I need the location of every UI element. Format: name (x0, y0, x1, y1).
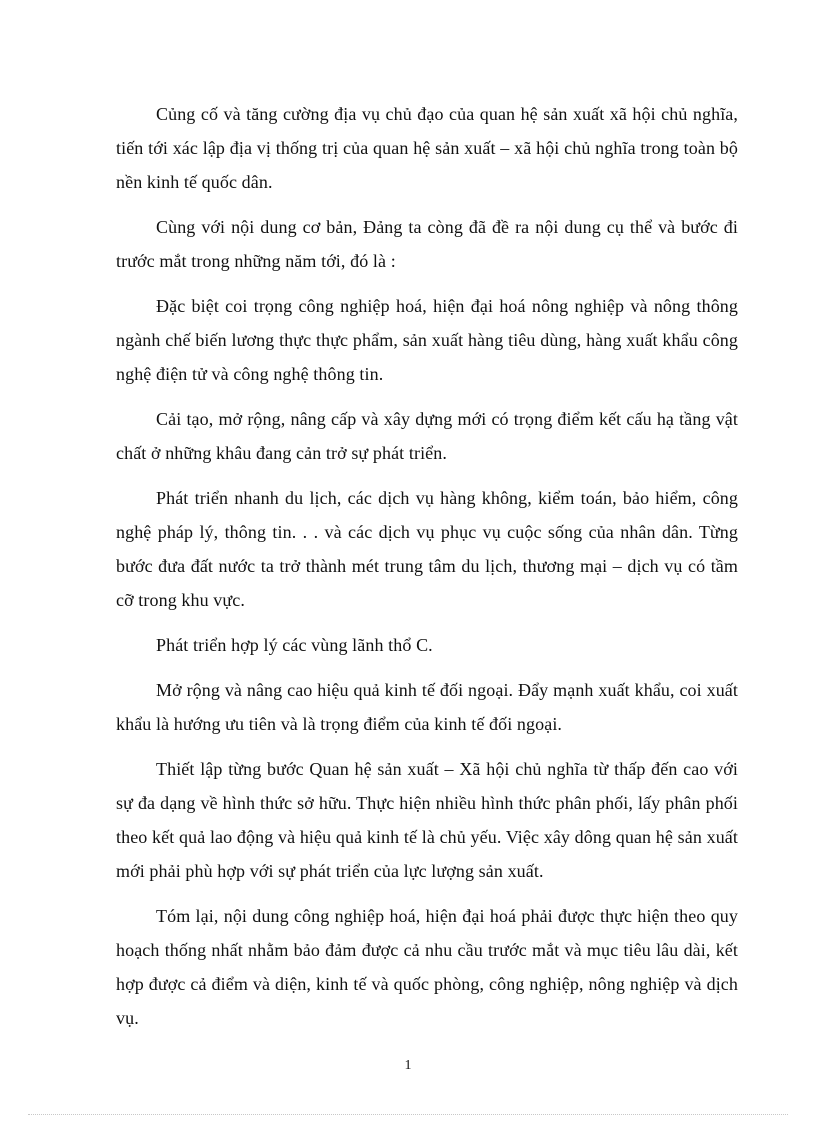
paragraph-concrete-steps: Cùng với nội dung cơ bản, Đảng ta còng đã đề ra nội dung cụ thể và bước đi trước mắt trong những năm tới, đó là : (116, 217, 738, 271)
paragraph-production-relations: Thiết lập từng bước Quan hệ sản xuất – Xã hội chủ nghĩa từ thấp đến cao với sự đa dạng về hình thức sở hữu. Thực hiện nhiều hình thức phân phối, lấy phân phối theo kết quả lao động và hiệu quả kinh tế là chủ yếu. Việc xây dông quan hệ sản xuất mới phải phù hợp với sự phát triển của lực lượng sản xuất. (116, 759, 738, 881)
paragraph-foreign-economy: Mở rộng và nâng cao hiệu quả kinh tế đối ngoại. Đẩy mạnh xuất khẩu, coi xuất khẩu là hướng ưu tiên và là trọng điểm của kinh tế đối ngoại. (116, 680, 738, 734)
paragraph-infrastructure: Cải tạo, mở rộng, nâng cấp và xây dựng mới có trọng điểm kết cấu hạ tầng vật chất ở những khâu đang cản trở sự phát triển. (116, 409, 738, 463)
paragraph-services-tourism: Phát triển nhanh du lịch, các dịch vụ hàng không, kiểm toán, bảo hiểm, công nghệ pháp lý, thông tin. . . và các dịch vụ phục vụ cuộc sống của nhân dân. Từng bước đưa đất nước ta trở thành mét trung tâm du lịch, thương mại – dịch vụ có tầm cỡ trong khu vực. (116, 488, 738, 610)
paragraph-agriculture-industrialization: Đặc biệt coi trọng công nghiệp hoá, hiện đại hoá nông nghiệp và nông thông ngành chế biến lương thực thực phẩm, sản xuất hàng tiêu dùng, hàng xuất khẩu công nghệ điện tử và công nghệ thông tin. (116, 296, 738, 384)
page-bottom-divider (28, 1114, 788, 1115)
document-body (116, 97, 738, 1035)
page-number: 1 (404, 1058, 412, 1073)
paragraph-regional-development: Phát triển hợp lý các vùng lãnh thổ C. (156, 635, 433, 655)
paragraph-summary: Tóm lại, nội dung công nghiệp hoá, hiện đại hoá phải được thực hiện theo quy hoạch thống nhất nhằm bảo đảm được cả nhu cầu trước mắt và mục tiêu lâu dài, kết hợp được cả điểm và diện, kinh tế và quốc phòng, công nghiệp, nông nghiệp và dịch vụ. (116, 906, 738, 1028)
paragraph-consolidate-relations: Củng cố và tăng cường địa vụ chủ đạo của quan hệ sản xuất xã hội chủ nghĩa, tiến tới xác lập địa vị thống trị của quan hệ sản xuất – xã hội chủ nghĩa trong toàn bộ nền kinh tế quốc dân. (116, 104, 738, 192)
